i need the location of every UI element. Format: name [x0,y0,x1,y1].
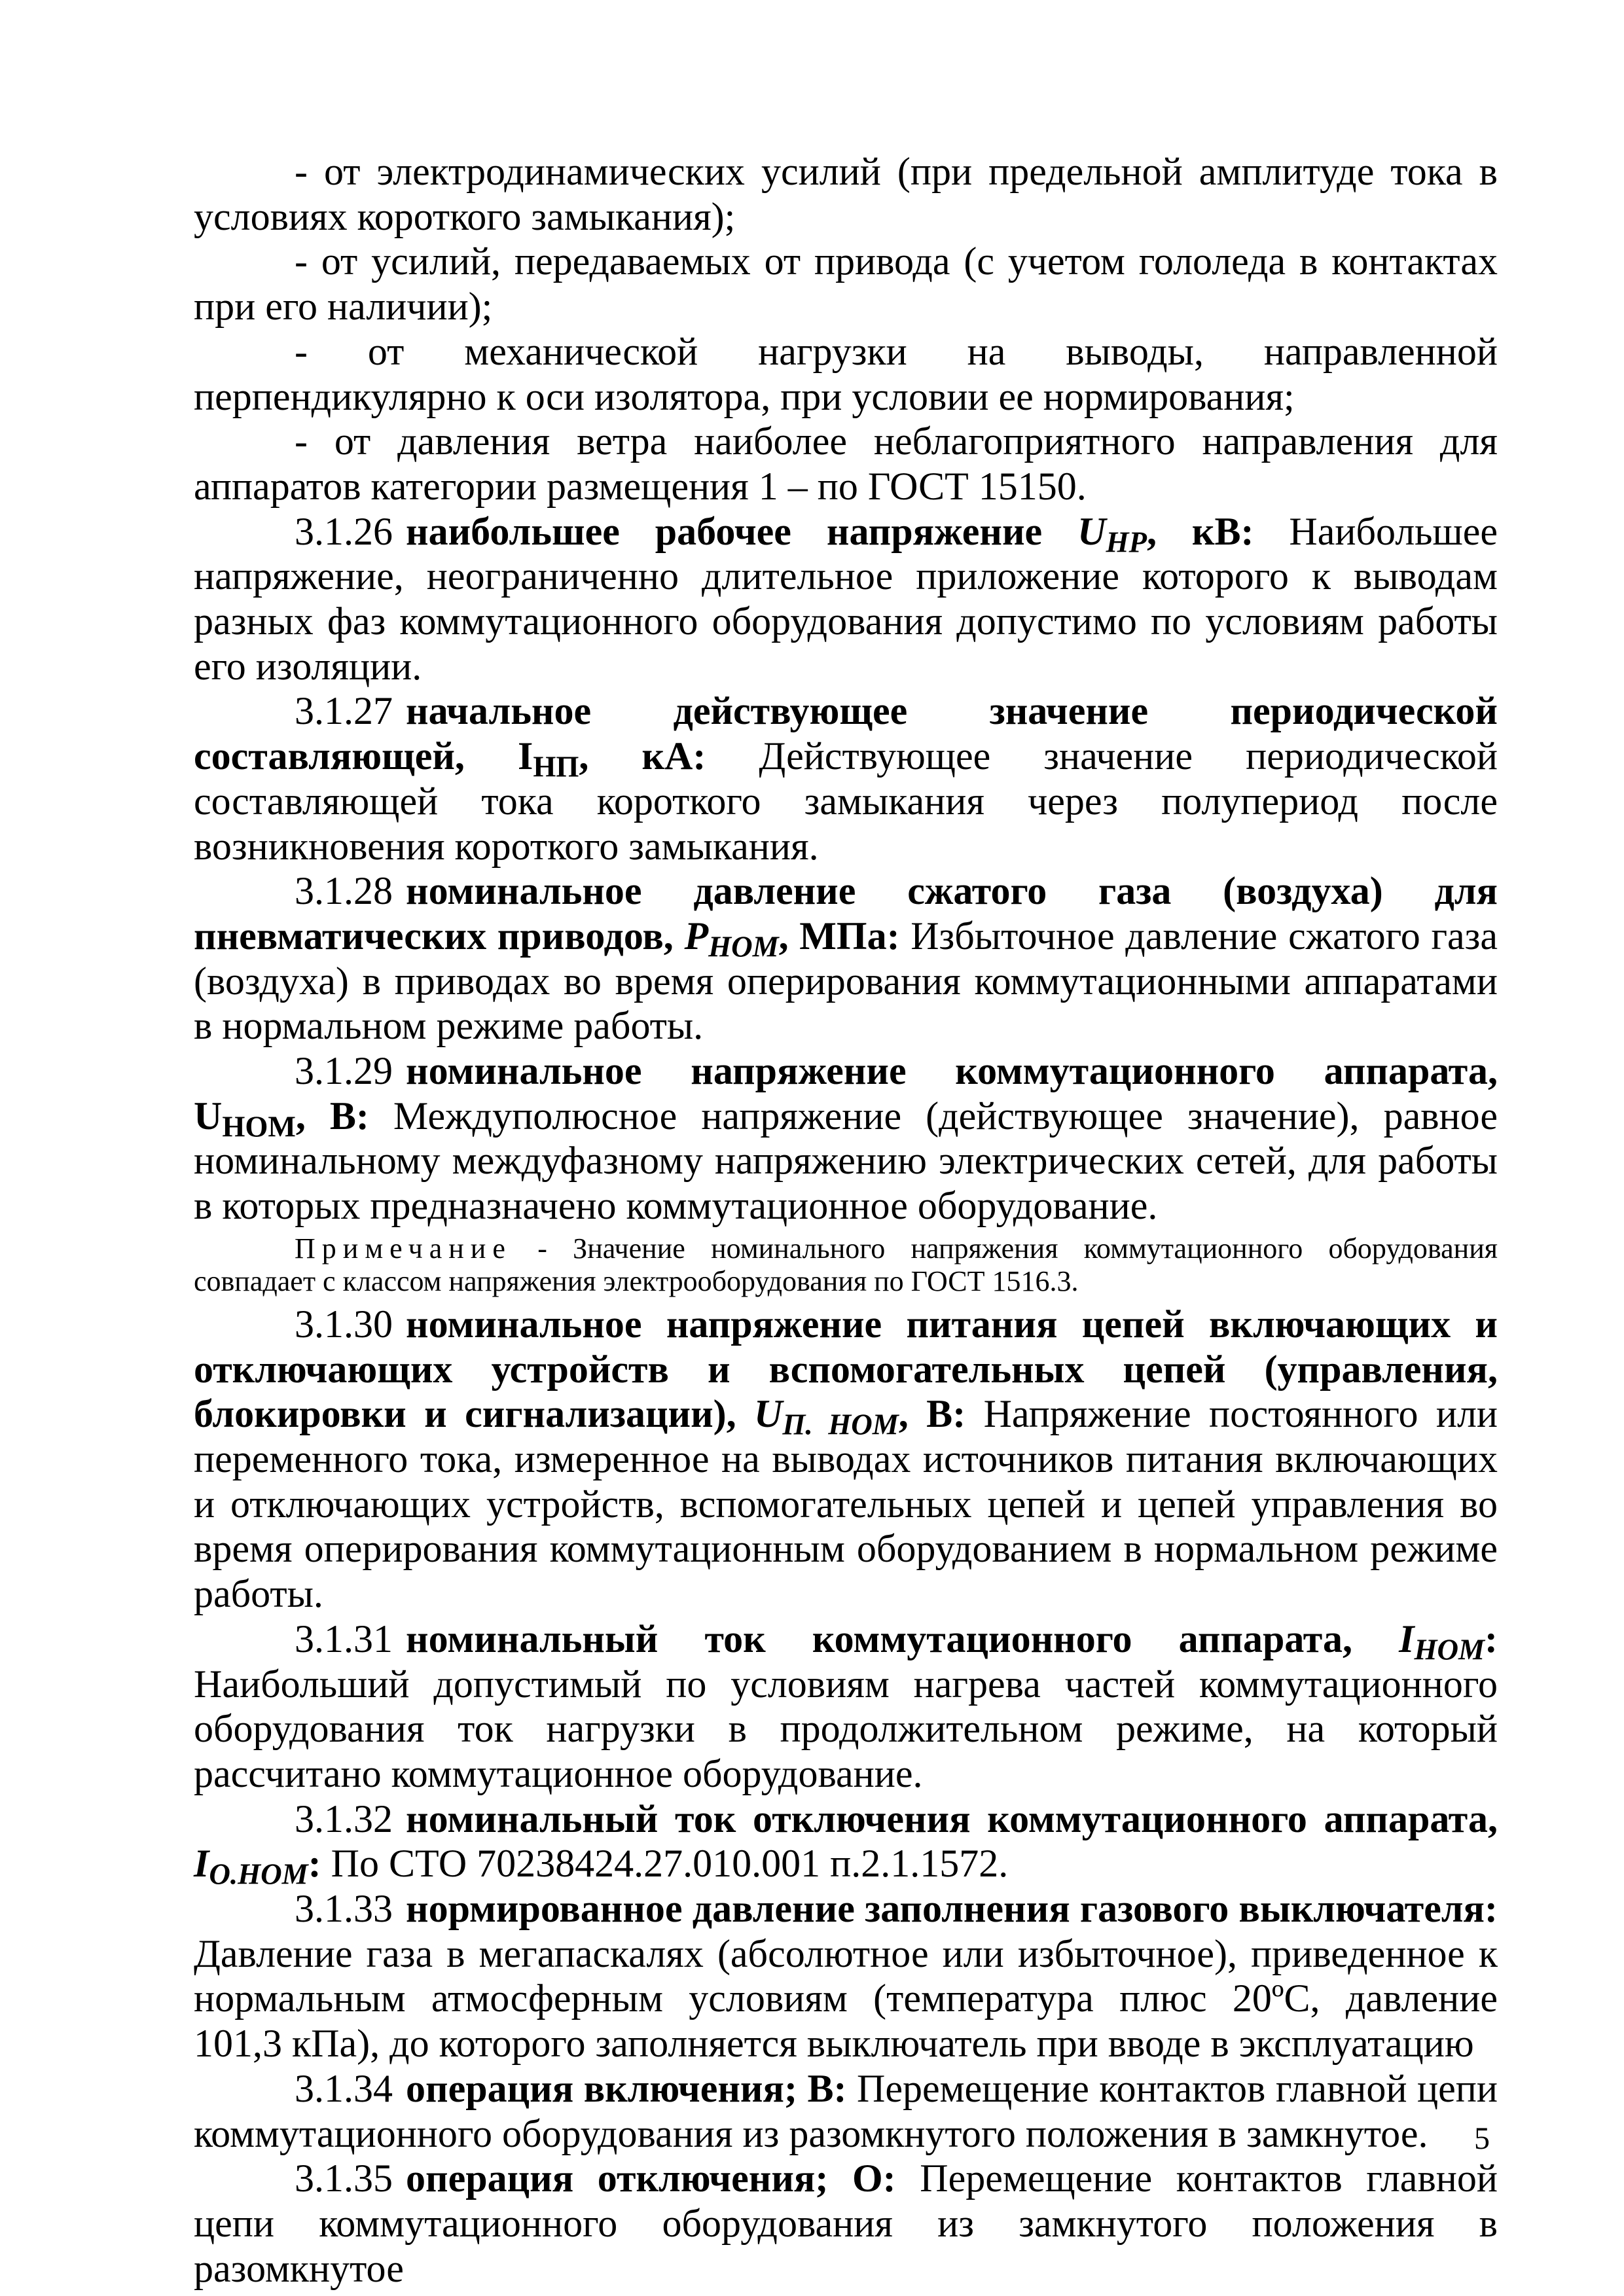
clause-number: 3.1.32 [295,1797,393,1840]
definition-3-1-32 [194,1797,1498,1891]
list-item: - от давления ветра наиболее неблагоприятного направления для аппаратов категории размещения 1 – по ГОСТ 15150. [194,420,1498,508]
term: номинальное давление сжатого газа (воздуха) для пневматических приводов, $Р_{НОМ}$, МПа: [194,869,1498,963]
term: номинальное напряжение питания цепей включающих и отключающих устройств и вспомогательных цепей (управления, блокировки и сигнализации), $U_{П. НОМ}$, В: [194,1302,1498,1441]
definition-3-1-35 [194,2156,1498,2291]
definition-text: Перемещение контактов главной цепи коммутационного оборудования из разомкнутого положения в замкнутое. [194,2066,1498,2155]
definition-3-1-27 [194,689,1498,869]
definition-3-1-30 [194,1302,1498,1617]
list-item: - от усилий, передаваемых от привода (с учетом гололеда в контактах при его наличии); [194,240,1498,329]
definition-text: Наибольшее напряжение, неограниченно длительное приложение которого к выводам разных фаз коммутационного оборудования допустимо по условиям работы его изоляции. [194,509,1498,688]
definition-text: Напряжение постоянного или переменного тока, измеренное на выводах источников питания включающих и отключающих устройств, вспомогательных цепей и цепей управления во время оперирования коммутационным оборудованием в нормальном режиме работы. [194,1392,1498,1616]
clause-number: 3.1.30 [295,1302,393,1346]
term: операция отключения; О: [406,2157,896,2200]
term: номинальный ток отключения коммутационного аппарата, $I_{О.НОМ}$: [194,1797,1498,1891]
clause-number: 3.1.35 [295,2157,393,2200]
note [194,1232,1498,1298]
definition-3-1-31 [194,1617,1498,1797]
note-label: Примечание [295,1232,512,1265]
term: номинальный ток коммутационного аппарата, $I_{НОМ}$: [406,1617,1498,1666]
definition-3-1-34 [194,2066,1498,2156]
term: начальное действующее значение периодической составляющей, $I_{НП}$, кА: [194,689,1498,783]
definition-3-1-26 [194,509,1498,689]
list-item: - от механической нагрузки на выводы, направленной перпендикулярно к оси изолятора, при условии ее нормирования; [194,329,1498,418]
clause-number: 3.1.28 [295,869,393,913]
body-text [194,149,1498,2291]
list-item: - от электродинамических усилий (при предельной амплитуде тока в условиях короткого замыкания); [194,150,1498,238]
definition-3-1-29 [194,1049,1498,1229]
clause-number: 3.1.26 [295,509,393,553]
definition-3-1-28 [194,869,1498,1049]
term: наибольшее рабочее напряжение $U_{НР}$, кВ: [406,509,1254,558]
definition-text: Давление газа в мегапаскалях (абсолютное или избыточное), приведенное к нормальным атмосферным условиям (температура плюс 20ºС, давление 101,3 кПа), до которого заполняется выключатель при вводе в эксплуатацию [194,1931,1498,2066]
definition-text: Избыточное давление сжатого газа (воздуха) в приводах во время оперирования коммутационными аппаратами в нормальном режиме работы. [194,914,1498,1048]
clause-number: 3.1.34 [295,2066,393,2110]
clause-number: 3.1.27 [295,689,393,733]
page-number: 5 [1474,2121,1490,2156]
definition-3-1-33 [194,1886,1498,2066]
note-text: - Значение номинального напряжения коммутационного оборудования совпадает с классом напряжения электрооборудования по ГОСТ 1516.3. [194,1232,1498,1297]
definition-text: По СТО 70238424.27.010.001 п.2.1.1572. [321,1842,1009,1886]
definition-text: Перемещение контактов главной цепи коммутационного оборудования из замкнутого положения в разомкнутое [194,2157,1498,2290]
clause-number: 3.1.29 [295,1049,393,1093]
definition-text: Действующее значение периодической составляющей тока короткого замыкания через полупериод после возникновения короткого замыкания. [194,734,1498,868]
definition-text: Междуполюсное напряжение (действующее значение), равное номинальному междуфазному напряжению электрических сетей, для работы в которых предназначено коммутационное оборудование. [194,1094,1498,1228]
clause-number: 3.1.33 [295,1887,393,1931]
term: номинальное напряжение коммутационного аппарата, $U_{НОМ}$, В: [194,1049,1498,1143]
definition-text: Наибольший допустимый по условиям нагрева частей коммутационного оборудования ток нагрузки в продолжительном режиме, на который рассчитано коммутационное оборудование. [194,1662,1498,1795]
term: операция включения; В: [406,2066,847,2110]
term: нормированное давление заполнения газового выключателя: [406,1887,1498,1931]
clause-number: 3.1.31 [295,1617,393,1660]
